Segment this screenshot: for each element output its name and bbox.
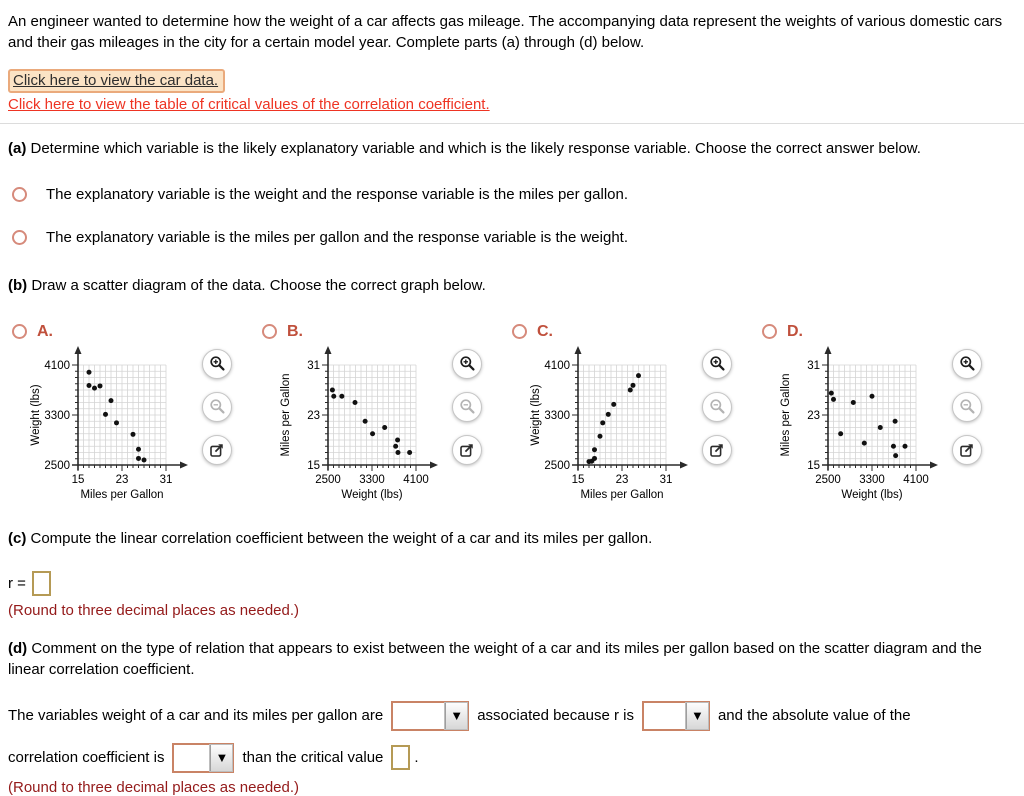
part-c-question [8,529,1016,550]
svg-text:23: 23 [807,409,820,422]
svg-text:31: 31 [659,473,673,486]
part-c-rounding-note: (Round to three decimal places as needed.) [8,602,300,620]
svg-text:3300: 3300 [859,473,885,486]
r-label: r = [8,575,26,593]
svg-text:31: 31 [159,473,173,486]
r-answer-row [8,571,1016,596]
zoom-in-icon [459,355,476,372]
zoom-in-button[interactable] [202,349,232,379]
open-larger-view-button[interactable] [202,435,232,465]
svg-text:3300: 3300 [44,409,70,422]
scatter-chart-svg [526,345,712,503]
comparison-dropdown[interactable] [172,743,234,773]
svg-text:Miles per Gallon: Miles per Gallon [280,373,292,457]
svg-text:23: 23 [307,409,320,422]
svg-text:31: 31 [307,359,320,372]
critical-value-input[interactable] [391,745,410,770]
section-divider [0,123,1024,124]
zoom-in-icon [709,355,726,372]
sentence-fragment: correlation coefficient is [8,749,165,767]
problem-statement: An engineer wanted to determine how the weight of a car affects gas mileage. The accompanying data represent the weights of various domestic cars and their gas mileages in the city for a certain model year. Complete parts (a) through (d) below. [8,13,1003,51]
svg-text:15: 15 [571,473,585,486]
part-d-label: (d) [8,640,28,658]
svg-text:2500: 2500 [44,459,70,472]
part-d-question [8,639,1016,680]
radio-button-option-2[interactable] [12,230,27,245]
radio-button-graph-d[interactable] [762,324,777,339]
part-b-label: (b) [8,277,28,295]
option-1-text: The explanatory variable is the weight and the response variable is the miles per gallon. [46,186,628,204]
svg-text:2500: 2500 [544,459,570,472]
graph-b-toolbar [452,349,482,465]
svg-text:4100: 4100 [44,359,70,372]
svg-text:Weight (lbs): Weight (lbs) [841,488,903,501]
svg-text:31: 31 [807,359,820,372]
scatter-chart-svg [26,345,212,503]
svg-text:23: 23 [615,473,629,486]
graph-panel-d [762,323,1012,507]
zoom-out-icon [209,398,226,415]
zoom-in-button[interactable] [452,349,482,379]
external-link-icon [959,442,975,458]
radio-button-graph-b[interactable] [262,324,277,339]
external-link-icon [709,442,725,458]
graph-panel-b [262,323,512,507]
zoom-in-icon [959,355,976,372]
external-link-icon [209,442,225,458]
open-larger-view-button[interactable] [452,435,482,465]
zoom-out-button[interactable] [202,392,232,422]
r-sign-dropdown[interactable] [642,701,710,731]
part-b-text: Draw a scatter diagram of the data. Choose the correct graph below. [27,277,486,295]
svg-text:3300: 3300 [359,473,385,486]
scatter-chart-svg [776,345,962,503]
part-a-question [8,139,1016,160]
zoom-in-button[interactable] [952,349,982,379]
svg-text:4100: 4100 [403,473,429,486]
svg-text:2500: 2500 [315,473,341,486]
part-c-label: (c) [8,529,27,547]
svg-text:4100: 4100 [544,359,570,372]
part-d-sentence-line-2 [8,743,1016,773]
r-value-input[interactable] [32,571,51,596]
part-a-label: (a) [8,140,27,158]
zoom-out-icon [459,398,476,415]
zoom-in-icon [209,355,226,372]
chevron-down-icon: ▼ [210,745,232,771]
svg-text:15: 15 [807,459,820,472]
part-d-rounding-note: (Round to three decimal places as needed.) [8,778,300,796]
svg-text:Weight (lbs): Weight (lbs) [341,488,403,501]
svg-text:2500: 2500 [815,473,841,486]
part-d-sentence-line-1 [8,701,1016,731]
zoom-out-icon [959,398,976,415]
svg-text:Weight (lbs): Weight (lbs) [30,384,42,446]
svg-text:Miles per Gallon: Miles per Gallon [780,373,792,457]
zoom-out-button[interactable] [702,392,732,422]
zoom-out-button[interactable] [952,392,982,422]
chevron-down-icon: ▼ [445,703,467,729]
part-c-text: Compute the linear correlation coefficient between the weight of a car and its miles per gallon. [26,529,653,547]
links-block [8,69,1016,113]
sentence-fragment: than the critical value [242,749,384,767]
svg-text:15: 15 [71,473,85,486]
open-larger-view-button[interactable] [702,435,732,465]
chevron-down-icon: ▼ [686,703,708,729]
zoom-in-button[interactable] [702,349,732,379]
sentence-fragment: The variables weight of a car and its miles per gallon are [8,707,384,725]
graph-c-toolbar [702,349,732,465]
radio-button-graph-a[interactable] [12,324,27,339]
zoom-out-button[interactable] [452,392,482,422]
svg-text:15: 15 [307,459,320,472]
association-type-dropdown[interactable] [391,701,469,731]
part-a-text: Determine which variable is the likely explanatory variable and which is the likely response variable. Choose the correct answer below. [26,140,921,158]
sentence-fragment: associated because r is [477,707,634,725]
svg-text:Miles per Gallon: Miles per Gallon [80,488,164,501]
scatter-chart-svg [276,345,462,503]
svg-text:Weight (lbs): Weight (lbs) [530,384,542,446]
external-link-icon [459,442,475,458]
sentence-fragment: and the absolute value of the [717,707,911,725]
svg-text:23: 23 [115,473,129,486]
svg-text:4100: 4100 [903,473,929,486]
graph-panel-c [512,323,762,507]
part-b-question [8,276,1016,297]
graph-panel-a [12,323,262,507]
part-a-option-1 [12,186,1016,203]
part-d-text: Comment on the type of relation that appears to exist between the weight of a car and its miles per gallon based on the scatter diagram and the linear correlation coefficient. [8,640,982,679]
graph-d-letter: D. [787,322,803,340]
open-larger-view-button[interactable] [952,435,982,465]
sentence-fragment: . [414,749,419,767]
option-2-text: The explanatory variable is the miles per gallon and the response variable is the weight. [46,229,628,247]
zoom-out-icon [709,398,726,415]
graph-a-letter: A. [37,322,53,340]
part-a-option-2 [12,229,1016,246]
svg-text:3300: 3300 [544,409,570,422]
graph-b-letter: B. [287,322,303,340]
graph-a-toolbar [202,349,232,465]
view-car-data-link[interactable]: Click here to view the car data. [8,69,225,93]
graph-options-row [12,323,1016,507]
radio-button-option-1[interactable] [12,187,27,202]
svg-text:Miles per Gallon: Miles per Gallon [580,488,664,501]
graph-c-letter: C. [537,322,553,340]
view-critical-values-link[interactable]: Click here to view the table of critical values of the correlation coefficient. [8,96,490,114]
radio-button-graph-c[interactable] [512,324,527,339]
graph-d-toolbar [952,349,982,465]
